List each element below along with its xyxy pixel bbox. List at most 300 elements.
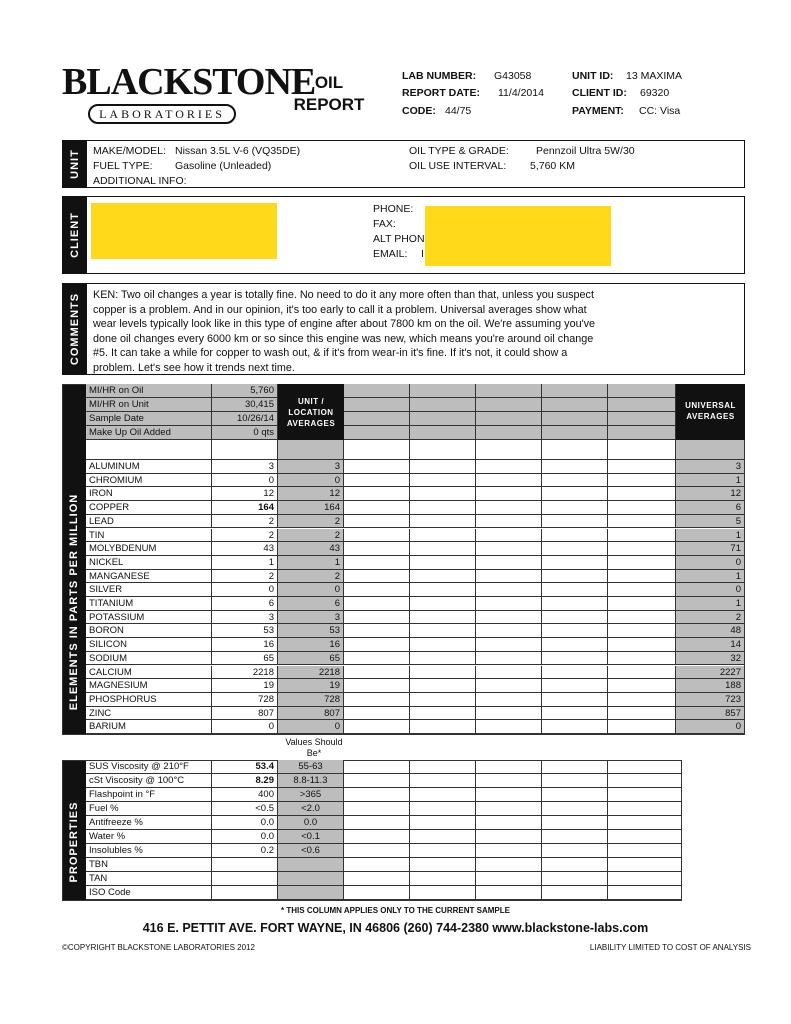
empty-cell [608, 693, 676, 707]
empty-cell [410, 830, 476, 844]
empty-cell [608, 720, 676, 734]
property-should-be: 0.0 [278, 816, 344, 830]
empty-cell [410, 474, 476, 488]
property-name: Water % [86, 830, 212, 844]
empty-cell [410, 501, 476, 515]
element-universal-average: 3 [676, 460, 745, 474]
empty-cell [476, 412, 542, 426]
element-unit-average: 12 [278, 487, 344, 501]
element-unit-average: 6 [278, 597, 344, 611]
empty-cell [542, 474, 608, 488]
empty-cell [344, 679, 410, 693]
element-unit-average: 19 [278, 679, 344, 693]
empty-cell [476, 802, 542, 816]
lab-number-value: G43058 [494, 70, 532, 82]
element-value: 2218 [212, 666, 278, 680]
empty-cell [476, 858, 542, 872]
empty-cell [608, 474, 676, 488]
element-name: BARIUM [86, 720, 212, 734]
empty-cell [542, 611, 608, 625]
spacer-cell [410, 440, 476, 460]
comments-section [62, 283, 745, 375]
lab-address: 416 E. PETTIT AVE. FORT WAYNE, IN 46806 (260) 744-2380 www.blackstone-labs.com [142, 921, 649, 935]
property-value: 400 [212, 788, 278, 802]
empty-cell [410, 886, 476, 900]
empty-cell [542, 529, 608, 543]
property-should-be: 55-63 [278, 760, 344, 774]
unit-id-value: 13 MAXIMA [626, 70, 683, 82]
element-universal-average: 0 [676, 583, 745, 597]
payment-value: CC: Visa [639, 105, 681, 117]
element-universal-average: 6 [676, 501, 745, 515]
unit-section [62, 140, 745, 188]
empty-cell [410, 652, 476, 666]
empty-cell [608, 816, 682, 830]
property-name: SUS Viscosity @ 210°F [86, 760, 212, 774]
element-name: MOLYBDENUM [86, 542, 212, 556]
empty-cell [410, 720, 476, 734]
property-should-be: <2.0 [278, 802, 344, 816]
element-value: 728 [212, 693, 278, 707]
client-id-label: CLIENT ID: [572, 87, 627, 99]
empty-cell [410, 638, 476, 652]
empty-cell [476, 556, 542, 570]
property-name: TBN [86, 858, 212, 872]
empty-cell [410, 858, 476, 872]
empty-cell [410, 570, 476, 584]
empty-cell [410, 624, 476, 638]
empty-cell [476, 844, 542, 858]
empty-cell [344, 460, 410, 474]
spacer-cell [344, 440, 410, 460]
empty-cell [476, 611, 542, 625]
empty-cell [542, 707, 608, 721]
element-universal-average: 1 [676, 529, 745, 543]
empty-cell [608, 760, 682, 774]
empty-cell [410, 515, 476, 529]
empty-cell [344, 652, 410, 666]
properties-tab-label: PROPERTIES [68, 801, 80, 883]
spacer-cell [212, 440, 278, 460]
comment-line: KEN: Two oil changes a year is totally fine. No need to do it any more often than that, unless you suspect [93, 289, 594, 301]
comment-line: copper is a problem. And in our opinion, it's too early to call it a problem. Universal averages show what [93, 303, 587, 316]
empty-cell [476, 666, 542, 680]
element-value: 2 [212, 529, 278, 543]
element-universal-average: 0 [676, 720, 745, 734]
empty-cell [542, 886, 608, 900]
client-name-redaction [91, 203, 277, 259]
element-name: TITANIUM [86, 597, 212, 611]
empty-cell [344, 816, 410, 830]
empty-cell [344, 583, 410, 597]
spacer-cell [86, 440, 212, 460]
element-unit-average: 2 [278, 529, 344, 543]
code-label: CODE: [402, 105, 436, 117]
empty-cell [476, 487, 542, 501]
empty-cell [542, 583, 608, 597]
empty-cell [542, 542, 608, 556]
empty-cell [344, 412, 410, 426]
property-name: Flashpoint in °F [86, 788, 212, 802]
empty-cell [476, 760, 542, 774]
empty-cell [410, 384, 476, 398]
empty-cell [344, 624, 410, 638]
element-name: MAGNESIUM [86, 679, 212, 693]
empty-cell [344, 666, 410, 680]
element-value: 807 [212, 707, 278, 721]
element-name: PHOSPHORUS [86, 693, 212, 707]
empty-cell [542, 556, 608, 570]
empty-cell [608, 638, 676, 652]
empty-cell [608, 844, 682, 858]
element-universal-average: 1 [676, 570, 745, 584]
sample-info-value: 10/26/14 [212, 412, 278, 426]
property-value [212, 858, 278, 872]
empty-cell [410, 693, 476, 707]
empty-cell [476, 872, 542, 886]
property-name: cSt Viscosity @ 100°C [86, 774, 212, 788]
empty-cell [476, 707, 542, 721]
element-unit-average: 2 [278, 515, 344, 529]
property-name: ISO Code [86, 886, 212, 900]
spacer-cell [476, 440, 542, 460]
sample-info-label: MI/HR on Oil [86, 384, 212, 398]
empty-cell [542, 624, 608, 638]
empty-cell [344, 570, 410, 584]
liability-note: LIABILITY LIMITED TO COST OF ANALYSIS [589, 943, 751, 952]
empty-cell [410, 774, 476, 788]
empty-cell [476, 652, 542, 666]
elements-table [62, 384, 745, 735]
empty-cell [344, 611, 410, 625]
logo-wordmark: BLACKSTONE [62, 61, 316, 103]
element-universal-average: 188 [676, 679, 745, 693]
empty-cell [476, 886, 542, 900]
empty-cell [608, 542, 676, 556]
properties-tab [62, 760, 86, 901]
report-title-line1: OIL [314, 73, 344, 92]
element-universal-average: 32 [676, 652, 745, 666]
element-value: 2 [212, 570, 278, 584]
element-name: ZINC [86, 707, 212, 721]
fax-label: FAX: [373, 218, 396, 230]
element-unit-average: 3 [278, 460, 344, 474]
element-unit-average: 65 [278, 652, 344, 666]
element-unit-average: 2218 [278, 666, 344, 680]
client-id-value: 69320 [640, 87, 670, 99]
empty-cell [542, 412, 608, 426]
element-name: LEAD [86, 515, 212, 529]
empty-cell [542, 384, 608, 398]
element-name: NICKEL [86, 556, 212, 570]
property-name: Antifreeze % [86, 816, 212, 830]
empty-cell [410, 583, 476, 597]
empty-cell [410, 398, 476, 412]
client-tab: CLIENT [63, 197, 87, 273]
empty-cell [542, 666, 608, 680]
comment-line: wear levels typically look like in this type of engine after about 7800 km on the oil. We're assuming you've [93, 318, 596, 331]
element-unit-average: 1 [278, 556, 344, 570]
make-model-value: Nissan 3.5L V-6 (VQ35DE) [175, 145, 301, 157]
property-name: Fuel % [86, 802, 212, 816]
element-value: 19 [212, 679, 278, 693]
empty-cell [344, 501, 410, 515]
element-unit-average: 53 [278, 624, 344, 638]
report-date-value: 11/4/2014 [498, 87, 544, 99]
empty-cell [410, 679, 476, 693]
client-section [62, 196, 745, 274]
empty-cell [344, 872, 410, 886]
phone-label: PHONE: [373, 203, 414, 215]
property-value: 8.29 [212, 774, 278, 788]
comments-text [93, 288, 595, 376]
empty-cell [608, 886, 682, 900]
element-universal-average: 5 [676, 515, 745, 529]
empty-cell [410, 788, 476, 802]
universal-averages-header: UNIVERSAL AVERAGES [676, 384, 745, 440]
empty-cell [344, 707, 410, 721]
element-value: 0 [212, 474, 278, 488]
empty-cell [542, 830, 608, 844]
empty-cell [608, 529, 676, 543]
empty-cell [542, 802, 608, 816]
empty-cell [410, 460, 476, 474]
empty-cell [608, 872, 682, 886]
empty-cell [608, 398, 676, 412]
empty-cell [344, 426, 410, 440]
empty-cell [476, 501, 542, 515]
sample-info-label: Make Up Oil Added [86, 426, 212, 440]
empty-cell [410, 487, 476, 501]
copyright: ©COPYRIGHT BLACKSTONE LABORATORIES 2012 [62, 943, 255, 952]
code-value: 44/75 [445, 105, 472, 117]
empty-cell [476, 583, 542, 597]
property-should-be [278, 886, 344, 900]
element-unit-average: 3 [278, 611, 344, 625]
empty-cell [542, 460, 608, 474]
additional-info-label: ADDITIONAL INFO: [93, 175, 187, 187]
blackstone-logo [62, 61, 316, 128]
empty-cell [542, 679, 608, 693]
empty-cell [542, 398, 608, 412]
empty-cell [476, 816, 542, 830]
element-unit-average: 0 [278, 583, 344, 597]
empty-cell [608, 426, 676, 440]
element-value: 43 [212, 542, 278, 556]
empty-cell [410, 816, 476, 830]
empty-cell [476, 384, 542, 398]
empty-cell [476, 693, 542, 707]
empty-cell [542, 816, 608, 830]
empty-cell [410, 844, 476, 858]
element-universal-average: 2 [676, 611, 745, 625]
element-value: 3 [212, 460, 278, 474]
element-value: 2 [212, 515, 278, 529]
unit-location-averages-header: UNIT / LOCATION AVERAGES [278, 384, 344, 440]
empty-cell [476, 624, 542, 638]
payment-label: PAYMENT: [572, 105, 624, 117]
element-name: MANGANESE [86, 570, 212, 584]
element-value: 53 [212, 624, 278, 638]
empty-cell [608, 515, 676, 529]
empty-cell [410, 529, 476, 543]
property-should-be [278, 858, 344, 872]
empty-cell [476, 774, 542, 788]
oil-interval-value: 5,760 KM [530, 160, 575, 172]
empty-cell [542, 858, 608, 872]
empty-cell [608, 652, 676, 666]
empty-cell [542, 788, 608, 802]
unit-tab: UNIT [63, 141, 87, 187]
empty-cell [542, 693, 608, 707]
empty-cell [542, 652, 608, 666]
empty-cell [542, 844, 608, 858]
empty-cell [542, 487, 608, 501]
sample-info-label: MI/HR on Unit [86, 398, 212, 412]
element-name: SODIUM [86, 652, 212, 666]
empty-cell [344, 474, 410, 488]
empty-cell [476, 597, 542, 611]
alt-phone-label: ALT PHON [373, 233, 425, 245]
empty-cell [542, 597, 608, 611]
logo-subtitle: LABORATORIES [88, 104, 236, 124]
empty-cell [542, 720, 608, 734]
empty-cell [344, 515, 410, 529]
empty-cell [542, 426, 608, 440]
property-should-be: >365 [278, 788, 344, 802]
empty-cell [608, 384, 676, 398]
empty-cell [476, 398, 542, 412]
empty-cell [344, 384, 410, 398]
element-unit-average: 16 [278, 638, 344, 652]
empty-cell [410, 802, 476, 816]
element-name: CHROMIUM [86, 474, 212, 488]
report-date-label: REPORT DATE: [402, 87, 480, 99]
spacer-cell [676, 440, 745, 460]
spacer-cell [278, 440, 344, 460]
sample-info-label: Sample Date [86, 412, 212, 426]
element-universal-average: 1 [676, 597, 745, 611]
empty-cell [344, 638, 410, 652]
element-name: ALUMINUM [86, 460, 212, 474]
spacer-cell [608, 440, 676, 460]
property-value [212, 886, 278, 900]
empty-cell [542, 501, 608, 515]
empty-cell [344, 844, 410, 858]
element-value: 12 [212, 487, 278, 501]
empty-cell [410, 707, 476, 721]
empty-cell [608, 830, 682, 844]
elements-tab-label: ELEMENTS IN PARTS PER MILLION [68, 493, 80, 710]
property-should-be [278, 872, 344, 886]
element-universal-average: 71 [676, 542, 745, 556]
element-universal-average: 1 [676, 474, 745, 488]
oil-interval-label: OIL USE INTERVAL: [409, 160, 507, 172]
element-name: POTASSIUM [86, 611, 212, 625]
empty-cell [410, 597, 476, 611]
sample-info-value: 0 qts [212, 426, 278, 440]
element-name: COPPER [86, 501, 212, 515]
empty-cell [344, 830, 410, 844]
empty-cell [476, 426, 542, 440]
element-unit-average: 0 [278, 720, 344, 734]
element-unit-average: 807 [278, 707, 344, 721]
element-value: 164 [212, 501, 278, 515]
client-contact-redaction [425, 206, 611, 266]
empty-cell [608, 583, 676, 597]
empty-cell [344, 858, 410, 872]
property-value [212, 872, 278, 886]
empty-cell [476, 570, 542, 584]
empty-cell [608, 788, 682, 802]
empty-cell [344, 542, 410, 556]
email-label: EMAIL: [373, 248, 408, 260]
element-universal-average: 2227 [676, 666, 745, 680]
empty-cell [608, 858, 682, 872]
make-model-label: MAKE/MODEL: [93, 145, 166, 157]
empty-cell [476, 542, 542, 556]
comment-line: done oil changes every 6000 km or so since this engine was new, which means you're around oil change [93, 332, 594, 345]
element-universal-average: 0 [676, 556, 745, 570]
element-name: BORON [86, 624, 212, 638]
element-value: 0 [212, 583, 278, 597]
element-name: SILVER [86, 583, 212, 597]
empty-cell [344, 398, 410, 412]
empty-cell [476, 830, 542, 844]
fuel-type-value: Gasoline (Unleaded) [175, 160, 272, 172]
oil-type-value: Pennzoil Ultra 5W/30 [536, 145, 635, 157]
property-name: TAN [86, 872, 212, 886]
empty-cell [344, 597, 410, 611]
empty-cell [542, 515, 608, 529]
element-universal-average: 723 [676, 693, 745, 707]
empty-cell [542, 570, 608, 584]
empty-cell [608, 460, 676, 474]
element-name: IRON [86, 487, 212, 501]
empty-cell [410, 426, 476, 440]
empty-cell [476, 515, 542, 529]
empty-cell [476, 638, 542, 652]
empty-cell [344, 802, 410, 816]
element-universal-average: 12 [676, 487, 745, 501]
empty-cell [410, 872, 476, 886]
empty-cell [344, 774, 410, 788]
elements-tab [62, 384, 86, 735]
property-should-be: <0.6 [278, 844, 344, 858]
empty-cell [608, 666, 676, 680]
empty-cell [476, 720, 542, 734]
element-unit-average: 2 [278, 570, 344, 584]
property-value: 0.0 [212, 816, 278, 830]
element-unit-average: 43 [278, 542, 344, 556]
element-universal-average: 48 [676, 624, 745, 638]
lab-number-label: LAB NUMBER: [402, 70, 477, 82]
element-unit-average: 0 [278, 474, 344, 488]
report-title-line2: REPORT [293, 95, 365, 114]
properties-table [62, 760, 682, 901]
element-value: 16 [212, 638, 278, 652]
empty-cell [344, 693, 410, 707]
empty-cell [542, 638, 608, 652]
empty-cell [344, 886, 410, 900]
property-value: 53.4 [212, 760, 278, 774]
empty-cell [542, 774, 608, 788]
empty-cell [608, 412, 676, 426]
empty-cell [608, 597, 676, 611]
empty-cell [476, 788, 542, 802]
property-value: 0.0 [212, 830, 278, 844]
empty-cell [410, 556, 476, 570]
